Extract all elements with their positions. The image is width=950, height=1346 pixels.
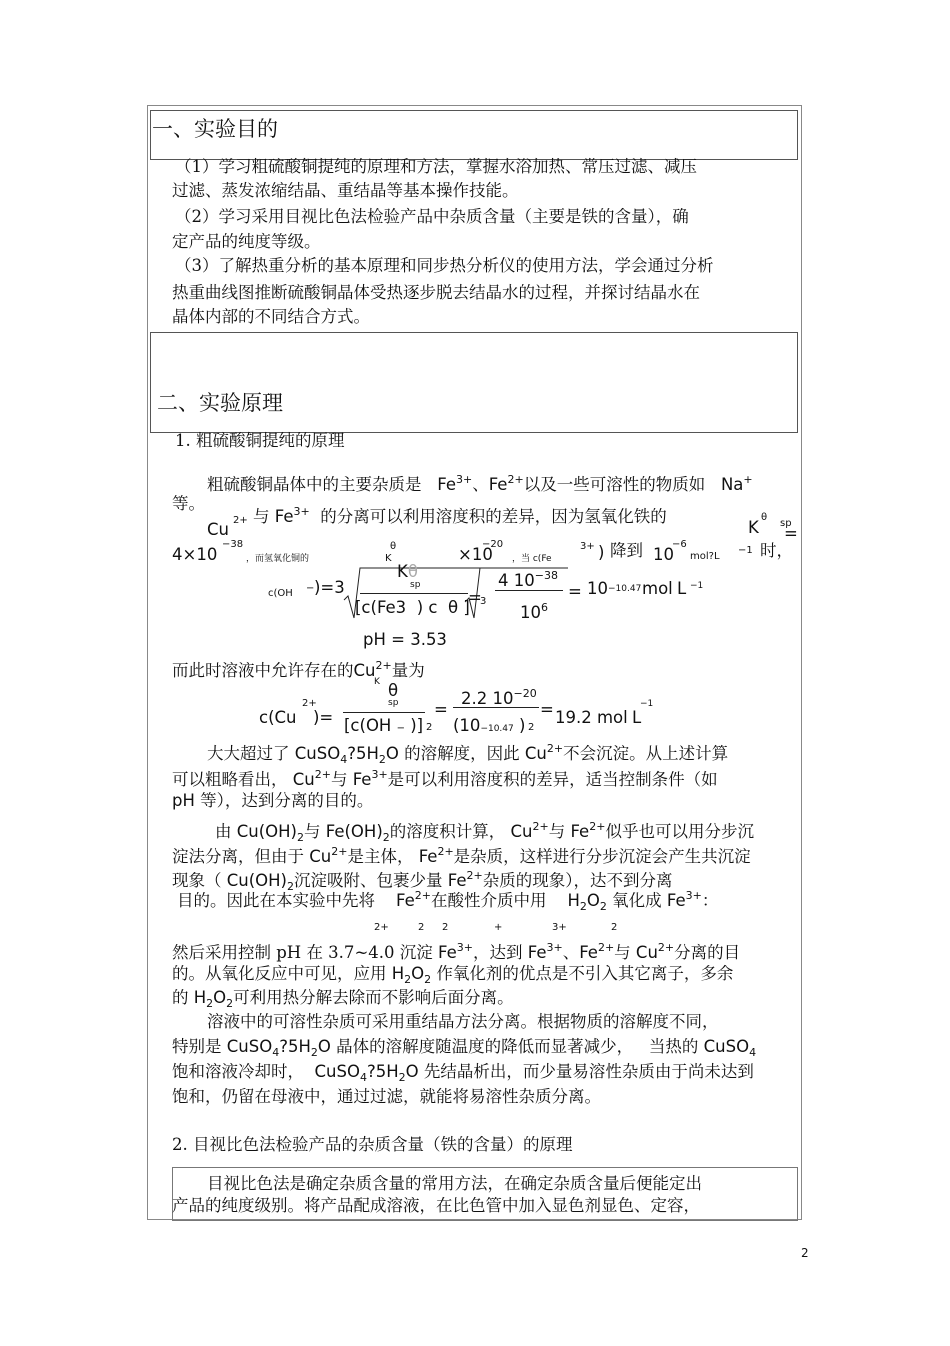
- drop-to: 降到: [610, 541, 643, 560]
- paragraph-line: 可以粗略看出， $Cu^{2+}$与 $Fe^{3+}$是可以利用溶度积的差异，适当控制条件（如: [172, 768, 718, 789]
- fragment: 2+: [374, 922, 389, 933]
- l-unit: L: [677, 579, 687, 598]
- charge: 2+: [302, 698, 317, 709]
- fragment: 2: [611, 922, 618, 933]
- sp-label: sp: [780, 518, 792, 529]
- result-cu: 19.2 mol: [555, 708, 628, 727]
- theta: θ: [390, 541, 397, 552]
- ph-value: pH = 3.53: [363, 630, 447, 649]
- when-text: ，当 c(Fe: [512, 554, 552, 564]
- num-cu: 2.2 $10^{-20}$: [461, 687, 537, 708]
- cube-index: 3: [480, 596, 487, 607]
- eq: =: [568, 582, 582, 601]
- paragraph-line: 粗硫酸铜晶体中的主要杂质是 $Fe^{3+}$、$Fe^{2+}$以及一些可溶性的物质如 Na+: [207, 473, 753, 494]
- den-right: $10^6$: [520, 601, 548, 622]
- paragraph-line: 大大超过了 $CuSO_4?5H_2O$ 的溶解度，因此 $Cu^{2+}$不会沉淀。从上述计算: [207, 742, 729, 766]
- section1-line-2: 过滤、蒸发浓缩结晶、重结晶等基本操作技能。: [172, 181, 519, 200]
- k: K: [385, 553, 392, 564]
- exp: −1: [690, 581, 704, 591]
- cu-charge: 2+: [233, 515, 248, 526]
- paragraph-line: 与 $Fe^{3+}$ 的分离可以利用溶度积的差异，因为氢氧化铁的: [253, 505, 667, 526]
- section2-title: 二、实验原理: [157, 391, 283, 415]
- exp: −1: [640, 699, 654, 709]
- exp: −10.47: [608, 584, 642, 594]
- mol: mol: [642, 579, 673, 598]
- coh: c(OH: [268, 588, 293, 599]
- paragraph-line: 饱和溶液冷却时， $CuSO_4?5H_2O$ 先结晶析出，而少量易溶性杂质由于尚未达到: [172, 1062, 754, 1084]
- x10: ×10: [458, 545, 493, 564]
- square: 2: [426, 722, 433, 733]
- result: 10: [587, 579, 608, 598]
- unit: mol?L: [690, 551, 720, 562]
- paragraph-line: 而此时溶液中允许存在的$Cu^{2+}$量为: [172, 659, 425, 680]
- theta-label: θ: [761, 512, 768, 523]
- minus: −: [306, 583, 315, 594]
- square: 2: [528, 722, 535, 733]
- exp: −20: [482, 539, 504, 550]
- paren: ): [598, 543, 605, 562]
- fraction-bar: [495, 590, 563, 591]
- text-cu-hydroxide: ，而氢氧化铜的: [246, 554, 310, 564]
- page-number: 2: [801, 1246, 809, 1260]
- paragraph-line: 淀法分离，但由于 $Cu^{2+}$是主体， $Fe^{2+}$是杂质，这样进行分步沉淀会产生共沉淀: [172, 845, 751, 866]
- k: K: [374, 677, 380, 687]
- section1-line-1: （1）学习粗硫酸铜提纯的原理和方法，掌握水浴加热、常压过滤、减压: [175, 157, 697, 176]
- eq: =: [468, 588, 482, 607]
- fragment: +: [494, 922, 503, 933]
- fragment: 2: [442, 922, 449, 933]
- section1-line-4: 定产品的纯度等级。: [172, 232, 321, 251]
- ksp-fe-value: 4×10: [172, 545, 218, 564]
- paragraph-line: 等。: [172, 494, 205, 513]
- exp: −6: [672, 539, 687, 550]
- paragraph-line: 由 $Cu(OH)_2$与 $Fe(OH)_2$的溶度积计算， $Cu^{2+}$与 $Fe^{2+}$似乎也可以用分步沉: [215, 820, 754, 844]
- eq3: )=3: [314, 578, 345, 597]
- eq: )=: [313, 708, 334, 727]
- paragraph-line: 然后采用控制 pH 在 3.7~4.0 沉淀 $Fe^{3+}$，达到 $Fe^{3+}$、$Fe^{2+}$与 $Cu^{2+}$分离的目: [172, 941, 741, 962]
- fraction-bar: [360, 593, 468, 594]
- fraction-bar: [343, 712, 425, 713]
- fragment: 3+: [552, 922, 567, 933]
- paragraph-line: 的 $H_2O_2$可利用热分解去除而不影响后面分离。: [172, 988, 514, 1010]
- section1-line-7: 晶体内部的不同结合方式。: [172, 307, 370, 326]
- ten: 10: [653, 545, 674, 564]
- theta: θ: [388, 681, 399, 700]
- section1-line-3: （2）学习采用目视比色法检验产品中杂质含量（主要是铁的含量），确: [175, 207, 689, 226]
- den-oh: [c(OH − )]: [344, 716, 424, 735]
- when: 时，: [760, 541, 793, 560]
- sp: sp: [410, 580, 421, 590]
- paragraph-line: 现象（ $Cu(OH)_2$沉淀吸附、包裹少量 $Fe^{2+}$杂质的现象），达不到分离: [172, 869, 673, 893]
- fragment: 2: [418, 922, 425, 933]
- fraction-bar: [453, 707, 539, 708]
- paragraph-line: 饱和，仍留在母液中，通过过滤，就能将易溶性杂质分离。: [172, 1087, 601, 1106]
- fe-conc: [c(Fe3 ) c θ ]: [355, 598, 470, 617]
- num-right: 4 $10^{-38}$: [498, 569, 558, 590]
- paragraph-line: 溶液中的可溶性杂质可采用重结晶方法分离。根据物质的溶解度不同，: [207, 1012, 719, 1031]
- section1-title: 一、实验目的: [152, 117, 278, 141]
- paragraph-line: pH 等），达到分离的目的。: [172, 791, 374, 810]
- den-cu: (10−10.47 ): [453, 716, 526, 735]
- l-unit: L: [632, 708, 642, 727]
- charge: 3+: [580, 541, 595, 552]
- ccu: c(Cu: [259, 708, 297, 727]
- sp: sp: [388, 698, 399, 708]
- cu-label: Cu: [207, 520, 229, 539]
- section1-line-6: 热重曲线图推断硫酸铜晶体受热逐步脱去结晶水的过程，并探讨结晶水在: [172, 283, 700, 302]
- paragraph-line: 目的。因此在本实验中先将 $Fe^{2+}$在酸性介质中用 $H_2O_2$ 氧化成 $Fe^{3+}$：: [177, 889, 719, 913]
- ksp-label: K: [748, 518, 759, 537]
- exp: −38: [222, 539, 244, 550]
- section1-line-5: （3）了解热重分析的基本原理和同步热分析仪的使用方法，学会通过分析: [175, 256, 714, 275]
- subsection1-title: 1. 粗硫酸铜提纯的原理: [175, 431, 345, 450]
- exp: −1: [738, 545, 753, 556]
- equals: =: [784, 524, 798, 543]
- paragraph-line: 特别是 $CuSO_4?5H_2O$ 晶体的溶解度随温度的降低而显著减少， 当热的 CuSO$_4$: [172, 1037, 757, 1059]
- subsection2-title: 2. 目视比色法检验产品的杂质含量（铁的含量）的原理: [172, 1135, 573, 1154]
- eq: =: [434, 700, 448, 719]
- k-theta: Kθ: [397, 562, 418, 581]
- paragraph-line: 产品的纯度级别。将产品配成溶液，在比色管中加入显色剂显色、定容，: [172, 1196, 700, 1215]
- eq: =: [540, 700, 554, 719]
- paragraph-line: 目视比色法是确定杂质含量的常用方法，在确定杂质含量后便能定出: [207, 1174, 702, 1193]
- paragraph-line: 的。从氧化反应中可见，应用 $H_2O_2$ 作氧化剂的优点是不引入其它离子，多余: [172, 964, 734, 986]
